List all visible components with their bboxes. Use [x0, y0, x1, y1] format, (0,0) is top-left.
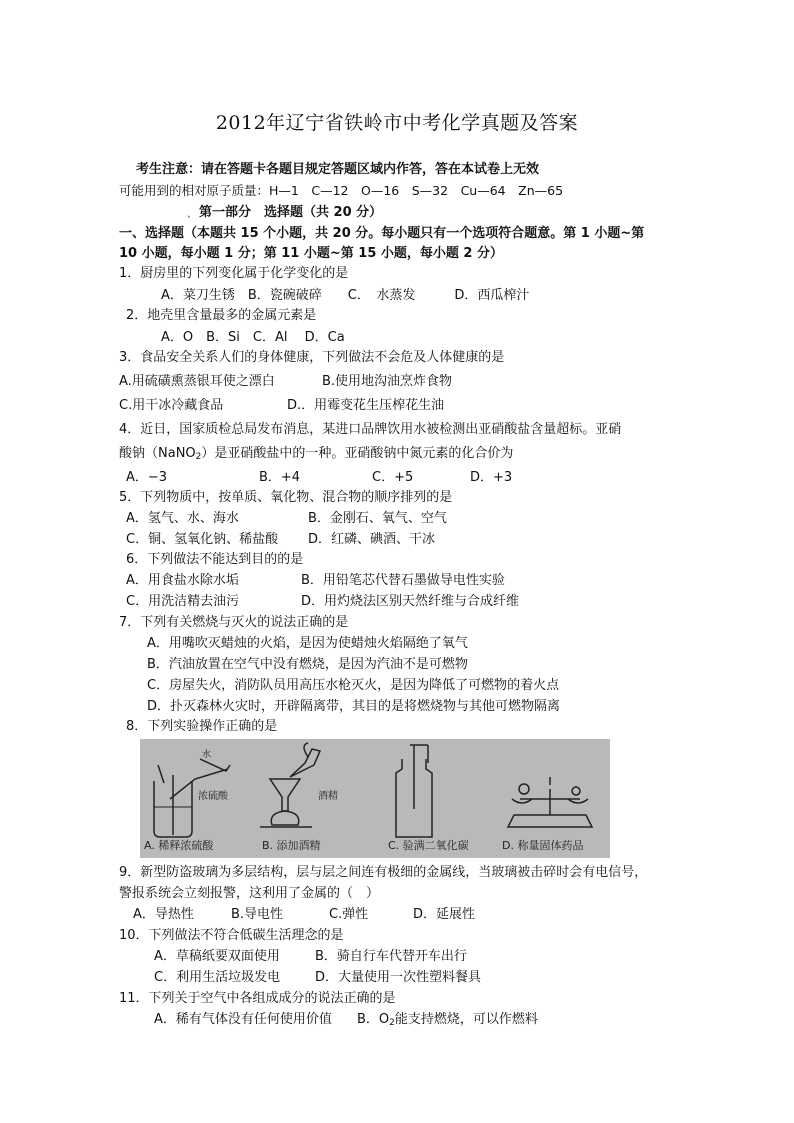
question-3-option-d: D.．用霉变花生压榨花生油: [287, 398, 445, 413]
question-6-option-a: A．用食盐水除水垢: [126, 573, 239, 588]
question-3-option-c: C.用干冰冷藏食品: [119, 398, 224, 413]
q11-b-sub: 2: [389, 1018, 395, 1028]
caption-c: C. 验满二氧化碳: [388, 839, 469, 852]
question-11-option-a: A．稀有气体没有任何使用价值: [154, 1012, 332, 1027]
caption-a: A. 稀释浓硫酸: [144, 839, 214, 852]
question-3-option-a: A.用硫磺熏蒸银耳使之漂白: [119, 374, 275, 389]
exam-notice: 考生注意：请在答题卡各题目规定答题区域内作答，答在本试卷上无效: [136, 162, 540, 177]
question-4-option-d: D．+3: [470, 470, 513, 485]
question-7-option-d: D．扑灭森林火灾时，开辟隔离带，其目的是将燃烧物与其他可燃物隔离: [147, 699, 561, 714]
question-7-option-b: B．汽油放置在空气中没有燃烧，是因为汽油不是可燃物: [147, 657, 468, 672]
q11-b-post: 能支持燃烧，可以作燃料: [394, 1012, 538, 1027]
question-5-option-a: A．氢气、水、海水: [126, 511, 239, 526]
section1-instructions-line2: 10 小题，每小题 1 分；第 11 小题~第 15 小题，每小题 2 分）: [119, 246, 503, 261]
question-5-option-c: C．铜、氢氧化钠、稀盐酸: [126, 532, 279, 547]
part1-heading: 第一部分 选择题（共 20 分）: [199, 205, 383, 220]
question-5-option-b: B．金刚石、氧气、空气: [308, 511, 447, 526]
q11-b-pre: B．O: [357, 1012, 390, 1027]
question-1-stem: 1．厨房里的下列变化属于化学变化的是: [119, 266, 349, 281]
question-2-stem: 2．地壳里含量最多的金属元素是: [126, 308, 317, 323]
question-2-options: A．O B．Si C．Al D．Ca: [161, 330, 345, 345]
apparatus-b-alcohol-lamp: [260, 743, 320, 827]
lab-operations-figure: [140, 739, 610, 858]
question-10-stem: 10．下列做法不符合低碳生活理念的是: [119, 928, 344, 943]
apparatus-c-gas-bottle: [396, 745, 432, 837]
section1-instructions-line1: 一、选择题（本题共 15 个小题，共 20 分。每小题只有一个选项符合题意。第 1 小题~第: [119, 226, 645, 241]
caption-b: B. 添加酒精: [262, 839, 321, 852]
question-11-option-b: [357, 1012, 538, 1028]
stray-mark: 、: [187, 210, 197, 220]
question-9-option-c: C.弹性: [329, 907, 369, 922]
question-7-option-c: C．房屋失火，消防队员用高压水枪灭火，是因为降低了可燃物的着火点: [147, 678, 560, 693]
label-water: 水: [202, 750, 212, 760]
question-10-option-b: B．骑自行车代替开车出行: [315, 949, 467, 964]
question-10-option-d: D．大量使用一次性塑料餐具: [315, 970, 482, 985]
question-7-stem: 7．下列有关燃烧与灭火的说法正确的是: [119, 615, 349, 630]
question-9-option-d: D．延展性: [413, 907, 476, 922]
caption-d: D. 称量固体药品: [502, 839, 584, 852]
question-4-option-c: C．+5: [372, 470, 414, 485]
question-3-option-b: B.使用地沟油烹炸食物: [322, 374, 453, 389]
question-7-option-a: A．用嘴吹灭蜡烛的火焰，是因为使蜡烛火焰隔绝了氧气: [147, 636, 468, 651]
question-6-option-b: B．用铅笔芯代替石墨做导电性实验: [301, 573, 505, 588]
question-10-option-a: A．草稿纸要双面使用: [154, 949, 280, 964]
question-9-option-b: B.导电性: [231, 907, 284, 922]
question-9-option-a: A．导热性: [133, 907, 194, 922]
question-9-line2: 警报系统会立刻报警，这利用了金属的（ ）: [119, 886, 380, 901]
q4-line2-pre: 酸钠（NaNO: [119, 446, 196, 461]
atomic-mass-list: 可能用到的相对原子质量：H—1 C—12 O—16 S—32 Cu—64 Zn—65: [119, 183, 564, 198]
question-4-line1: 4．近日，国家质检总局发布消息，某进口品牌饮用水被检测出亚硝酸盐含量超标。亚硝: [119, 422, 622, 437]
document-title: 2012年辽宁省铁岭市中考化学真题及答案: [215, 112, 579, 134]
question-6-option-c: C．用洗洁精去油污: [126, 594, 240, 609]
question-9-line1: 9．新型防盗玻璃为多层结构，层与层之间连有极细的金属线，当玻璃被击碎时会有电信号，: [119, 865, 648, 880]
q4-line2-post: ）是亚硝酸盐中的一种。亚硝酸钠中氮元素的化合价为: [201, 446, 514, 461]
question-4-line2: [119, 446, 513, 462]
question-4-option-b: B．+4: [259, 470, 301, 485]
question-6-option-d: D．用灼烧法区别天然纤维与合成纤维: [301, 594, 520, 609]
q4-line2-sub: 2: [195, 452, 202, 462]
question-5-option-d: D．红磷、碘酒、干冰: [308, 532, 436, 547]
question-11-stem: 11．下列关于空气中各组成成分的说法正确的是: [119, 991, 396, 1006]
question-4-option-a: A．−3: [126, 470, 168, 485]
question-1-options: A．菜刀生锈 B．瓷碗破碎 C． 水蒸发 D．西瓜榨汁: [161, 288, 530, 303]
question-5-stem: 5．下列物质中，按单质、氧化物、混合物的顺序排列的是: [119, 490, 453, 505]
question-3-stem: 3．食品安全关系人们的身体健康，下列做法不会危及人体健康的是: [119, 350, 505, 365]
label-alcohol: 酒精: [318, 791, 338, 802]
question-10-option-c: C．利用生活垃圾发电: [154, 970, 281, 985]
label-conc-acid: 浓硫酸: [198, 791, 228, 802]
question-8-stem: 8．下列实验操作正确的是: [126, 719, 278, 734]
apparatus-d-balance: [508, 777, 592, 827]
question-6-stem: 6．下列做法不能达到目的的是: [126, 552, 304, 567]
